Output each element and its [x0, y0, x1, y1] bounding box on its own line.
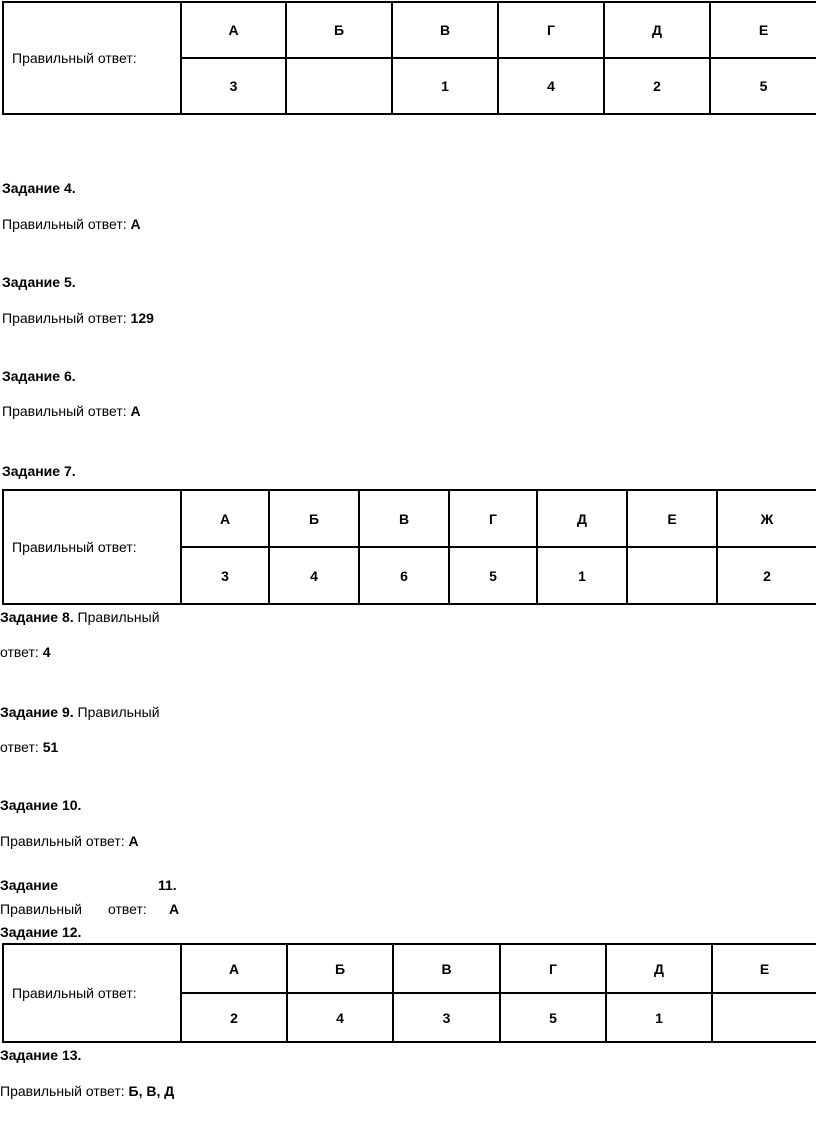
answer-value: Б, В, Д: [128, 1083, 175, 1099]
answer-label: Правильный ответ:: [0, 833, 125, 849]
answer-label: Правильный ответ:: [2, 216, 127, 232]
task-10-answer: [0, 832, 139, 850]
table-value-cell: 1: [537, 547, 627, 604]
table-value-cell: [286, 58, 392, 114]
task-7-title: Задание 7.: [2, 463, 76, 479]
table-header-cell: Б: [287, 944, 393, 993]
table-value-cell: 5: [710, 58, 816, 114]
table-header-cell: Б: [286, 2, 392, 58]
answer-value: А: [130, 403, 141, 419]
table-header-cell: В: [392, 2, 498, 58]
answer-label: ответ:: [0, 739, 39, 755]
table-value-cell: 3: [393, 993, 500, 1042]
table-header-cell: Д: [537, 490, 627, 547]
table-header-cell: Ж: [717, 490, 816, 547]
table-header-cell: Д: [606, 944, 712, 993]
table-value-cell: 3: [181, 547, 269, 604]
answer-value: А: [130, 216, 141, 232]
table-value-cell: 4: [269, 547, 359, 604]
table-value-cell: 4: [498, 58, 604, 114]
answer-label: Правильный ответ:: [2, 403, 127, 419]
task-5-title: Задание 5.: [2, 274, 76, 290]
task-6-title: Задание 6.: [2, 368, 76, 384]
answer-value: 4: [42, 644, 51, 660]
task-4-answer: [2, 215, 141, 233]
table-value-cell: 6: [359, 547, 449, 604]
table-value-cell: [627, 547, 717, 604]
answer-value: А: [169, 901, 180, 917]
answer-table-label: Правильный ответ:: [3, 944, 181, 1042]
answer-label: Правильный: [77, 609, 160, 625]
task-6-answer: [2, 402, 141, 420]
task-8-heading: [0, 608, 160, 626]
table-header-cell: Д: [604, 2, 710, 58]
answer-table-1: [2, 1, 816, 115]
task-11-title-word: Задание: [0, 877, 59, 893]
table-value-cell: 3: [181, 58, 286, 114]
task-12-title: Задание 12.: [0, 924, 82, 940]
answer-table-label: Правильный ответ:: [3, 490, 181, 604]
table-value-cell: 1: [392, 58, 498, 114]
answer-label: Правильный ответ:: [0, 1083, 125, 1099]
table-header-cell: Е: [627, 490, 717, 547]
table-value-cell: 2: [604, 58, 710, 114]
table-header-cell: Е: [710, 2, 816, 58]
answer-value: 51: [42, 739, 59, 755]
answer-label: Правильный: [0, 901, 82, 917]
task-8-title: Задание 8.: [0, 609, 74, 625]
answer-label: Правильный: [77, 704, 160, 720]
answer-label: Правильный ответ:: [2, 310, 127, 326]
answer-value: А: [128, 833, 139, 849]
answer-value: 129: [130, 310, 154, 326]
task-4-title: Задание 4.: [2, 180, 76, 196]
task-9-title: Задание 9.: [0, 704, 74, 720]
answer-label: ответ:: [108, 901, 147, 917]
answer-table-3: [2, 943, 816, 1043]
table-value-cell: 2: [717, 547, 816, 604]
task-13-title: Задание 13.: [0, 1047, 82, 1063]
task-8-answer: [0, 643, 50, 661]
task-5-answer: [2, 309, 154, 327]
task-9-heading: [0, 703, 160, 721]
table-header-cell: Г: [449, 490, 537, 547]
table-header-cell: Г: [500, 944, 606, 993]
answer-label: ответ:: [0, 644, 39, 660]
table-value-cell: 2: [181, 993, 287, 1042]
table-header-cell: Е: [712, 944, 816, 993]
task-10-title: Задание 10.: [0, 797, 82, 813]
table-value-cell: 4: [287, 993, 393, 1042]
table-header-cell: Б: [269, 490, 359, 547]
table-value-cell: 5: [449, 547, 537, 604]
answer-table-label: Правильный ответ:: [3, 2, 181, 114]
table-header-cell: В: [393, 944, 500, 993]
table-value-cell: [712, 993, 816, 1042]
table-header-cell: А: [181, 2, 286, 58]
table-header-cell: В: [359, 490, 449, 547]
table-header-cell: А: [181, 490, 269, 547]
table-value-cell: 1: [606, 993, 712, 1042]
answer-table-2: [2, 489, 816, 605]
task-9-answer: [0, 738, 58, 756]
task-13-answer: [0, 1082, 174, 1100]
table-value-cell: 5: [500, 993, 606, 1042]
table-header-cell: А: [181, 944, 287, 993]
task-11-title-number: 11.: [158, 877, 177, 893]
table-header-cell: Г: [498, 2, 604, 58]
